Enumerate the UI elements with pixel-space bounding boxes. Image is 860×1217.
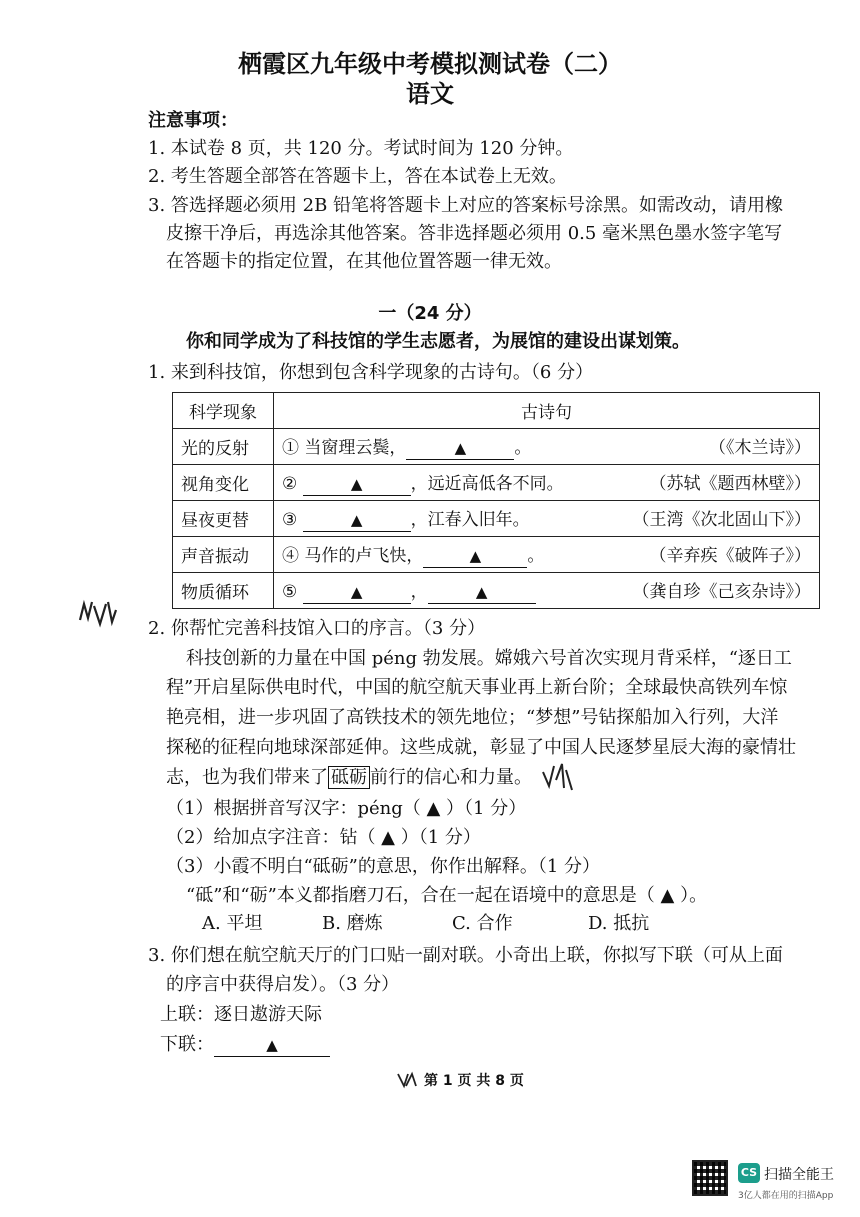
- exam-title: 栖霞区九年级中考模拟测试卷（二）: [238, 50, 622, 78]
- option-b: B. 磨炼: [322, 913, 383, 934]
- upper-text: 逐日遨游天际: [214, 1004, 322, 1025]
- poem-cell: [274, 573, 820, 609]
- poem-table-header: [173, 393, 820, 429]
- answer-blank[interactable]: [428, 581, 536, 604]
- header-poem: 古诗句: [274, 393, 820, 429]
- table-row: [173, 537, 820, 573]
- phenomenon-cell: 视角变化: [173, 465, 274, 501]
- phenomenon-cell: 声音振动: [173, 537, 274, 573]
- q2-sub1: （1）根据拼音写汉字：péng（ ▲ ）（1 分）: [166, 798, 527, 819]
- poem-source: （苏轼《题西林壁》）: [649, 474, 811, 494]
- q2-sub2: （2）给加点字注音：钻（ ▲ ）（1 分）: [166, 827, 481, 848]
- notice-item: 皮擦干净后，再选涂其他答案。答非选择题必须用 0.5 毫米黑色墨水签字笔写: [166, 223, 783, 244]
- cs-logo-icon: CS: [738, 1163, 760, 1183]
- passage-text: 前行的信心和力量。: [370, 767, 532, 788]
- handwritten-check-icon: [540, 760, 576, 794]
- blank-mark: ▲: [266, 1036, 278, 1054]
- notice-item: 2. 考生答题全部答在答题卡上，答在本试卷上无效。: [148, 166, 567, 187]
- section-intro: 你和同学成为了科技馆的学生志愿者，为展馆的建设出谋划策。: [186, 331, 690, 352]
- blank-mark: ▲: [350, 511, 363, 529]
- scanner-name: 扫描全能王: [764, 1167, 834, 1183]
- answer-blank[interactable]: [303, 581, 411, 604]
- poem-cell: [274, 501, 820, 537]
- q3-prompt: 3. 你们想在航空航天厅的门口贴一副对联。小奇出上联，你拟写下联（可从上面: [148, 945, 783, 966]
- lower-couplet: [160, 1030, 330, 1057]
- option-a: A. 平坦: [202, 913, 263, 934]
- upper-label: 上联：: [160, 1004, 214, 1025]
- phenomenon-cell: 光的反射: [173, 429, 274, 465]
- item-number: ④: [282, 546, 299, 566]
- passage-text: 志，也为我们带来了: [166, 767, 328, 788]
- blank-mark: ▲: [469, 547, 482, 565]
- q2-sub3: （3）小霞不明白“砥砺”的意思，你作出解释。（1 分）: [166, 856, 601, 877]
- upper-couplet: [160, 1000, 322, 1026]
- option-c: C. 合作: [452, 913, 513, 934]
- answer-blank[interactable]: [303, 509, 411, 532]
- poem-text: 。: [514, 438, 532, 458]
- boxed-word: 砥砺: [328, 766, 370, 789]
- poem-source: （《木兰诗》）: [709, 438, 811, 458]
- poem-table: [172, 392, 820, 609]
- poem-cell: [274, 537, 820, 573]
- notice-item: 1. 本试卷 8 页，共 120 分。考试时间为 120 分钟。: [148, 138, 574, 159]
- poem-text: 马作的卢飞快，: [304, 546, 424, 566]
- phenomenon-cell: 物质循环: [173, 573, 274, 609]
- blank-mark: ▲: [350, 583, 363, 601]
- notice-item: 在答题卡的指定位置，在其他位置答题一律无效。: [166, 251, 562, 272]
- passage-line: 艳亮相，进一步巩固了高铁技术的领先地位；“梦想”号钻探船加入行列，大洋: [166, 707, 779, 728]
- poem-text: 当窗理云鬓，: [304, 438, 407, 458]
- qr-code-icon: [692, 1160, 728, 1196]
- subject-title: 语文: [406, 80, 454, 108]
- lower-label: 下联：: [160, 1034, 214, 1055]
- poem-text: ，: [410, 582, 428, 602]
- item-number: ②: [282, 474, 298, 494]
- table-row: [173, 465, 820, 501]
- poem-text: ，江春入旧年。: [410, 510, 530, 530]
- notice-item: 3. 答选择题必须用 2B 铅笔将答题卡上对应的答案标号涂黑。如需改动，请用橡: [148, 195, 784, 216]
- blank-mark: ▲: [350, 475, 363, 493]
- q3-prompt-cont: 的序言中获得启发）。（3 分）: [166, 974, 400, 995]
- answer-blank[interactable]: [303, 473, 411, 496]
- poem-text: ，远近高低各不同。: [410, 474, 564, 494]
- answer-blank[interactable]: [406, 437, 514, 460]
- item-number: ⑤: [282, 582, 298, 602]
- notice-heading: 注意事项：: [148, 110, 238, 131]
- poem-source: （辛弃疾《破阵子》）: [649, 546, 811, 566]
- passage-line: 程”开启星际供电时代，中国的航空航天事业再上新台阶；全球最快高铁列车惊: [166, 677, 788, 698]
- page-number: 第 1 页 共 8 页: [424, 1073, 524, 1089]
- item-number: ①: [282, 438, 299, 458]
- answer-blank[interactable]: [423, 545, 527, 568]
- q2-prompt: 2. 你帮忙完善科技馆入口的序言。（3 分）: [148, 618, 486, 639]
- poem-source: （龚自珍《己亥杂诗》）: [632, 582, 811, 602]
- table-row: [173, 501, 820, 537]
- poem-cell: [274, 429, 820, 465]
- section-heading: 一（24 分）: [378, 303, 482, 324]
- header-phenomenon: 科学现象: [173, 393, 274, 429]
- poem-text: 。: [527, 546, 545, 566]
- passage-line: 探秘的征程向地球深部延伸。这些成就，彰显了中国人民逐梦星辰大海的豪情壮: [166, 737, 796, 758]
- blank-mark: ▲: [454, 439, 467, 457]
- passage-line: [166, 763, 532, 789]
- q2-sub3-text: “砥”和“砺”本义都指磨刀石，合在一起在语境中的意思是（ ▲ ）。: [186, 885, 708, 906]
- handwritten-initials-icon: [396, 1070, 418, 1090]
- poem-cell: [274, 465, 820, 501]
- item-number: ③: [282, 510, 298, 530]
- poem-source: （王湾《次北固山下》）: [632, 510, 811, 530]
- passage-line: 科技创新的力量在中国 péng 勃发展。嫦娥六号首次实现月背采样，“逐日工: [186, 648, 792, 669]
- blank-mark: ▲: [475, 583, 488, 601]
- scanner-tagline: 3亿人都在用的扫描App: [738, 1191, 834, 1201]
- q1-prompt: 1. 来到科技馆，你想到包含科学现象的古诗句。（6 分）: [148, 362, 594, 383]
- table-row: [173, 573, 820, 609]
- handwritten-mark-icon: [76, 596, 120, 630]
- option-d: D. 抵抗: [588, 913, 650, 934]
- answer-blank[interactable]: [214, 1034, 330, 1057]
- table-row: [173, 429, 820, 465]
- phenomenon-cell: 昼夜更替: [173, 501, 274, 537]
